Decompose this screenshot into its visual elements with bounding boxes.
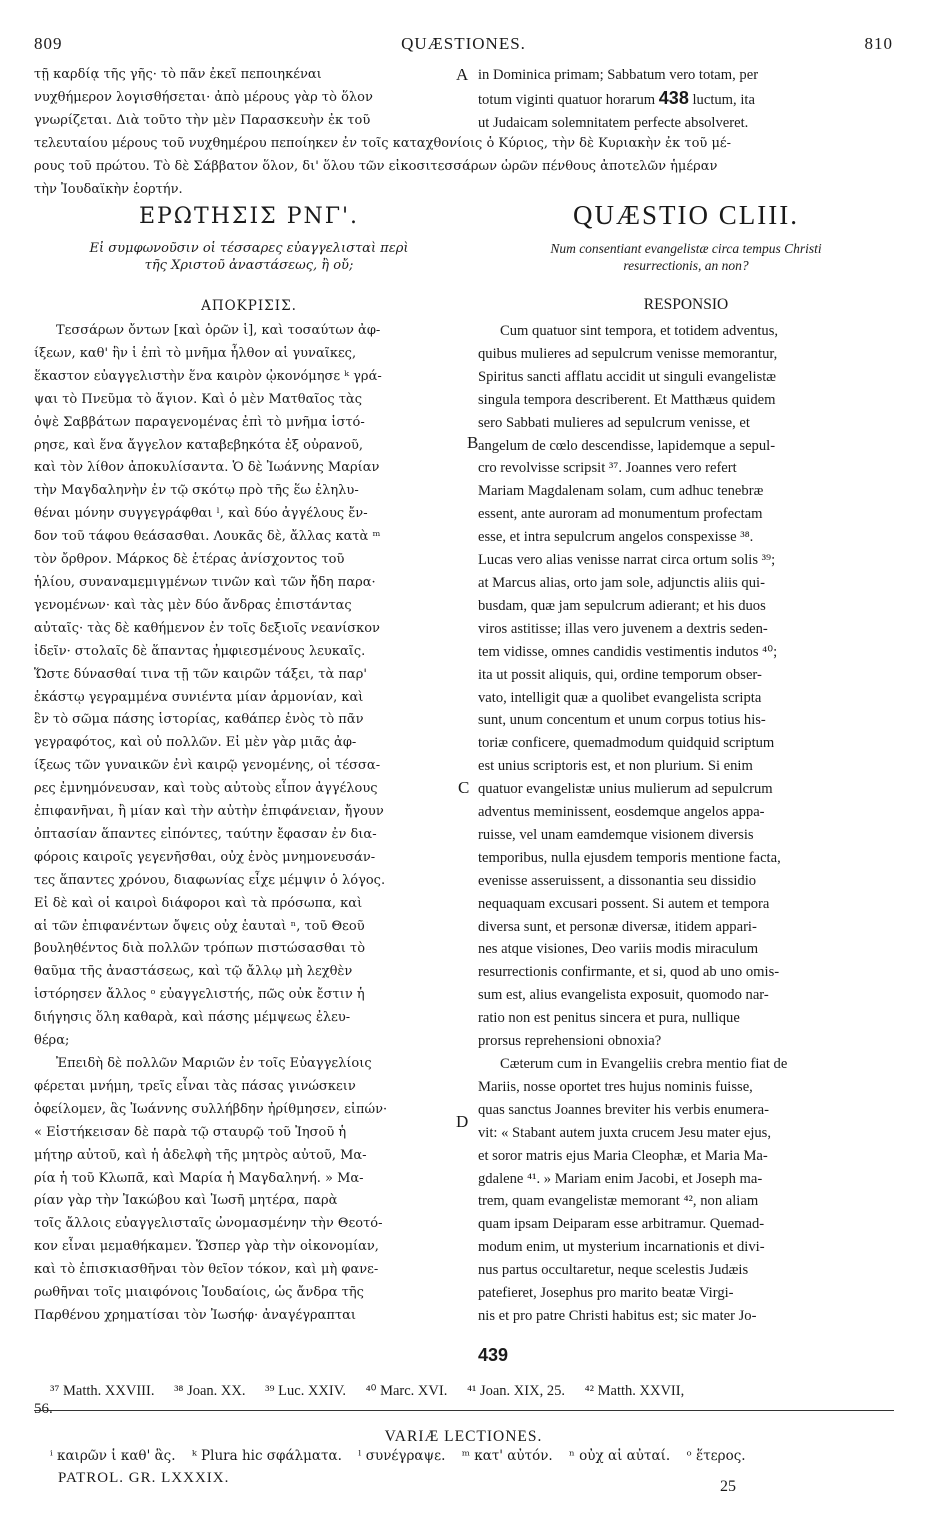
text-line: Cum quatuor sint tempora, et totidem adventus, <box>500 323 779 339</box>
text-line: nis et pro patre Christi habitus est; sic mater Jo- <box>478 1307 757 1324</box>
text-line: temporibus, nulla ejusdem temporis mentione facta, <box>478 849 781 866</box>
variae-lectiones <box>50 1448 910 1464</box>
text-line: ἕκαστον εὐαγγελιστὴν ἕνα καιρὸν ᾠκονόμησε ᵏ γρά- <box>34 368 382 384</box>
text-line: ρους τοῦ πρώτου. Τὸ δὲ Σάββατον ὅλον, δι' ὅλου τῶν εἰκοσιτεσσάρων ὡρῶν πένθους ἀποτελῶν ἡμέραν <box>34 158 718 174</box>
text-line: adventus meminissent, eosdemque angelos appa- <box>478 804 765 821</box>
text-line: vit: « Stabant autem juxta crucem Jesu mater ejus, <box>478 1124 772 1141</box>
greek-question-title: ΕΡΩΤΗΣΙΣ ΡΝΓ'. <box>138 204 360 229</box>
text-line: singula tempora describerent. Et Matthæus quidem <box>478 391 776 408</box>
text-line: τὴν Μαγδαληνὴν ἐν τῷ σκότῳ πρὸ τῆς ἕω ἐληλυ- <box>34 483 359 499</box>
right-page-number: 810 <box>864 34 893 53</box>
latin-question-title: QUÆSTIO CLIII. <box>573 200 799 230</box>
text-line: Τεσσάρων ὄντων [καὶ ὁρῶν ἱ], καὶ τοσαύτων ἀφ- <box>56 323 381 338</box>
text-line: Lucas vero alias venisse narrat circa ortum solis ³⁹; <box>478 552 776 569</box>
text-line: nequaquam excusari possent. Si autem et tempora <box>478 895 770 912</box>
text-line: ίξεως τῶν γυναικῶν ἐνὶ καιρῷ γενομένης, οἱ τέσσα- <box>34 758 381 774</box>
top-full-width-text <box>34 133 894 202</box>
text-line: θέρα; <box>34 1033 70 1049</box>
text-line: ut Judaicam solemnitatem perfecte absolveret. <box>478 114 749 131</box>
text-line: βουληθέντος διὰ πολλῶν τρόπων πιστώσασθαι τὸ <box>34 941 366 957</box>
text-line: ἑκάστῳ γεγραμμένα συνιέντα μίαν ἁρμονίαν, καὶ <box>34 689 364 705</box>
text-line: at Marcus alias, orto jam sole, adjunctis aliis qui- <box>478 574 765 591</box>
text-line: ruisse, vel unam eamdemque visionem diversis <box>478 826 754 843</box>
greek-column <box>34 320 464 1328</box>
column-number-439: 439 <box>478 1345 509 1365</box>
text-line: evenisse asseruissent, a dissonantia seu dissidio <box>478 872 757 889</box>
text-line: Εἰ δὲ καὶ οἱ καιροὶ διάφοροι καὶ τὰ πρόσωπα, καὶ <box>34 895 363 911</box>
text-line: angelum de cœlo descendisse, lapidemque a sepul- <box>478 437 776 454</box>
text-line: esse, et intra sepulcrum angelos conspexisse ³⁸. <box>478 529 754 546</box>
text-line: τὸν ὄρθρον. Μάρκος δὲ ἑτέρας ἀνίσχοντος τοῦ <box>34 552 345 568</box>
text-line: ἱστόρησεν ἄλλος ᵒ εὐαγγελιστής, πῶς οὐκ ἔστιν ἡ <box>34 987 365 1003</box>
margin-marker-c: C <box>458 778 470 797</box>
text-line: δον τοῦ τάφου θεάσασθαι. Λουκᾶς δὲ, ἄλλας κατὰ ᵐ <box>34 529 381 545</box>
variae-lectiones-heading: VARIÆ LECTIONES. <box>384 1428 543 1445</box>
text-line: κον εἶναι μεμαθήκαμεν. Ὥσπερ γὰρ τὴν οἰκονομίαν, <box>34 1239 379 1255</box>
text-line: φέρεται μνήμη, τρεῖς εἶναι τὰς πάσας γινώσκειν <box>34 1078 356 1094</box>
text-line: nes atque visiones, Deo variis modis miraculum <box>478 941 759 958</box>
text-line: θέναι μόνην συγγεγράφθαι ˡ, καὶ δύο ἀγγέλους ἔν- <box>34 506 368 522</box>
text-line: trem, quam evangelistæ memorant ⁴², non aliam <box>478 1193 759 1210</box>
text-line: καὶ τὸν λίθον ἀποκυλίσαντα. Ὁ δὲ Ἰωάννης Μαρίαν <box>34 460 380 476</box>
text-line: ρία ἡ τοῦ Κλωπᾶ, καὶ Μαρία ἡ Μαγδαληνή. » Μα- <box>34 1170 364 1186</box>
text-line: gdalene ⁴¹. » Mariam enim Jacobi, et Joseph ma- <box>478 1170 763 1187</box>
text-line: sunt, unum concentum et unum corpus totius his- <box>478 712 766 729</box>
text-line: ὀπτασίαν ἅπαντες εἰπόντες, ταύτην ἔφασαν ἐν δια- <box>34 826 377 842</box>
text-line: « Εἱστήκεισαν δὲ παρὰ τῷ σταυρῷ τοῦ Ἰησοῦ ἡ <box>34 1124 347 1140</box>
text-line: patefieret, Josephus pro marito beatæ Virgi- <box>478 1285 734 1302</box>
text-line: ratio non est penitus sincera et pura, nullique <box>478 1010 740 1027</box>
text-line: Cæterum cum in Evangeliis crebra mentio fiat de <box>500 1056 788 1072</box>
text-line: vato, intelligit quæ a quolibet evangelista scripta <box>478 689 762 706</box>
footnote: ³⁹ Luc. XXIV. <box>265 1383 346 1399</box>
text-line: tem vidisse, omnes candidis vestimentis indutos ⁴⁰; <box>478 643 778 660</box>
text-line: Mariam Magdalenam solam, cum adhuc tenebræ <box>478 483 764 500</box>
text-line: quibus mulieres ad sepulcrum venisse memorantur, <box>478 345 778 362</box>
text-line: et soror matris ejus Maria Cleophæ, et Maria Ma- <box>478 1147 768 1164</box>
text-line: sero Sabbati mulieres ad sepulcrum venisse, et <box>478 414 750 431</box>
text-line: ὀφείλομεν, ἃς Ἰωάννης συλλήβδην ἠρίθμησεν, εἰπών· <box>34 1101 388 1117</box>
footnote-continuation: 56. <box>34 1401 53 1417</box>
text-line: ρες ἐμνημόνευσαν, καὶ τοὺς αὐτοὺς εἶπον ἀγγέλους <box>34 781 378 797</box>
text-line: γνωρίζεται. Διὰ τοῦτο τὴν μὲν Παρασκευὴν ἐκ τοῦ <box>34 112 371 128</box>
text-line: est unius scriptoris est, et non plurium. Si enim <box>478 758 753 775</box>
text-line: diversa sunt, et personæ diversæ, itidem appari- <box>478 918 757 935</box>
text-line: καὶ τὸ ἐπισκιασθῆναι τὸν θεῖον τόκον, καὶ μὴ φανε- <box>34 1262 379 1278</box>
footnote: ³⁷ Matth. XXVIII. <box>50 1383 155 1399</box>
top-greek-text <box>34 64 464 133</box>
text-line: Mariis, nosse oportet tres hujus nominis fuisse, <box>478 1078 753 1095</box>
left-page-number: 809 <box>34 34 63 53</box>
variant-reading: ⁱ καιρῶν ἱ καθ' ἃς. <box>50 1448 176 1464</box>
variant-reading: ˡ συνέγραψε. <box>358 1448 446 1464</box>
variant-reading: ᵏ Plura hic σφάλματα. <box>191 1448 342 1464</box>
text-line: ψαι τὸ Πνεῦμα τὸ ἅγιον. Καὶ ὁ μὲν Ματθαῖος τὰς <box>34 391 362 407</box>
latin-response-heading: RESPONSIO <box>643 296 729 313</box>
margin-marker-a: A <box>456 65 469 84</box>
footnote: ⁴¹ Joan. XIX, 25. <box>466 1383 565 1399</box>
text-line: τοῖς ἄλλοις εὐαγγελισταῖς ὠνομασμένην τὴν Θεοτό- <box>34 1216 383 1232</box>
text-line: θαῦμα τῆς ἀναστάσεως, καὶ τῷ ἄλλῳ μὴ λεχθὲν <box>34 964 353 980</box>
text-line: ἡλίου, συναναμεμιγμένων τινῶν καὶ τῶν ἤδη παρα· <box>34 574 376 590</box>
greek-response-heading: ΑΠΟΚΡΙΣΙΣ. <box>201 298 297 314</box>
sheet-number: 25 <box>720 1478 736 1495</box>
column-number-438: 438 <box>658 87 689 108</box>
text-line: viros astitisse; illas vero juvenem a dextris seden- <box>478 620 768 637</box>
text-line: διήγησις ὅλη καθαρὰ, καὶ πάσης μέμψεως ἐλευ- <box>34 1010 351 1026</box>
text-line: modum enim, ut mysterium incarnationis et divi- <box>478 1239 765 1256</box>
text-line: γεγραφότος, καὶ οὐ πολλῶν. Εἰ μὲν γὰρ μιᾶς ἀφ- <box>34 735 357 751</box>
variant-reading: ᵒ ἕτερος. <box>686 1448 746 1464</box>
text-line: nus partus occultaretur, neque scelestis Judæis <box>478 1262 749 1279</box>
text-line: Παρθένου χρηματίσαι τὸν Ἰωσήφ· ἀναγέγραπται <box>34 1307 357 1323</box>
text-line: toriæ conficere, quemadmodum quidquid scriptum <box>478 735 775 752</box>
text-line: Ἐπειδὴ δὲ πολλῶν Μαριῶν ἐν τοῖς Εὐαγγελίοις <box>56 1056 372 1071</box>
text-line: Ὥστε δύνασθαί τινα τῇ τῶν καιρῶν τάξει, τὰ παρ' <box>34 666 367 682</box>
footnote: ⁴⁰ Marc. XVI. <box>365 1383 448 1399</box>
text-line: ρίαν γὰρ τὴν Ἰακώβου καὶ Ἰωσῆ μητέρα, παρὰ <box>34 1193 338 1209</box>
margin-marker-d: D <box>456 1112 469 1131</box>
text-line: γενομένων· καὶ τὰς μὲν δύο ἄνδρας ἐπιστάντας <box>34 597 352 613</box>
text-line: τὴν Ἰουδαϊκὴν ἑορτήν. <box>34 181 183 197</box>
latin-question-subtitle: Num consentiant evangelistæ circa tempus Christi resurrectionis, an non? <box>550 241 822 273</box>
text-line: αὐταῖς· τὰς δὲ καθήμενον ἐν τοῖς δεξιοῖς νεανίσκον <box>34 620 380 636</box>
latin-column <box>478 320 894 1328</box>
text-line: sum est, alius evangelista exposuit, quomodo nar- <box>478 987 769 1004</box>
footnotes <box>50 1383 910 1400</box>
text-line: ita ut possit aliquis, qui, ordine temporum obser- <box>478 666 762 683</box>
running-title: QUÆSTIONES. <box>401 34 526 53</box>
text-line: quam ipsam Deiparam esse arbitramur. Quemad- <box>478 1216 765 1233</box>
text-line: ἓν τὸ σῶμα πάσης ἱστορίας, καθάπερ ἑνὸς τὸ πᾶν <box>34 712 364 728</box>
text-line: τελευταίου μέρους τοῦ νυχθημέρου πεποίηκεν ἐν τοῖς καταχθονίοις ὁ Κύριος, τὴν δὲ Κυριακὴν ἐκ τοῦ μέ- <box>34 136 732 151</box>
text-line: cro revolvisse scripsit ³⁷. Joannes vero refert <box>478 460 737 477</box>
text-line: Spiritus sancti afflatu accidit ut singuli evangelistæ <box>478 368 777 385</box>
text-line: prorsus reprehensioni obnoxia? <box>478 1033 662 1050</box>
text-line: τῇ καρδίᾳ τῆς γῆς· τὸ πᾶν ἐκεῖ πεποιηκέναι <box>34 67 322 82</box>
footnote: ⁴² Matth. XXVII, <box>584 1383 685 1399</box>
text-line: φόροις καιροῖς γεγενῆσθαι, οὐχ ἑνὸς μνημονευσάν- <box>34 849 376 865</box>
text-line: totum viginti quatuor horarum 438 luctum, ita <box>478 87 755 108</box>
text-line: ὀψὲ Σαββάτων παραγενομένας ἐπὶ τὸ μνῆμα ἱστό- <box>34 414 365 430</box>
top-latin-text <box>478 64 894 135</box>
text-line: αἱ τῶν ἐπιφανέντων ὄψεις οὐχ ἑαυταὶ ⁿ, τοῦ Θεοῦ <box>34 918 365 934</box>
text-line: ρησε, καὶ ἕνα ἄγγελον καταβεβηκότα ἐξ οὐρανοῦ, <box>34 437 364 453</box>
text-line: ίξεων, καθ' ἣν ἱ ἐπὶ τὸ μνῆμα ἦλθον αἱ γυναῖκες, <box>34 345 357 361</box>
text-line: busdam, quæ jam sepulcrum adierant; et his duos <box>478 597 766 614</box>
text-line: ἐπιφανῆναι, ἢ μίαν καὶ τὴν αὐτὴν ἐπιφάνειαν, ἤγουν <box>34 804 384 820</box>
greek-question-subtitle: Εἰ συμφωνοῦσιν οἱ τέσσαρες εὐαγγελισταὶ περὶ τῆς Χριστοῦ ἀναστάσεως, ἢ οὔ; <box>89 241 409 273</box>
text-line: ρωθῆναι τοῖς μιαιφόνοις Ἰουδαίοις, ὡς ἄνδρα τῆς <box>34 1285 364 1301</box>
text-line: quas sanctus Joannes breviter his verbis enumera- <box>478 1101 769 1118</box>
text-line: τες ἅπαντες χρόνου, διαφωνίας εἶχε μέμψιν ὁ λόγος. <box>34 872 386 888</box>
text-line: resurrectionis confirmante, et si, quod ab uno omis- <box>478 964 780 981</box>
text-line: ἰδεῖν· στολαῖς δὲ ἅπαντας ἠμφιεσμένους λευκαῖς. <box>34 643 366 659</box>
divider <box>34 1410 894 1411</box>
text-line: quatuor evangelistæ unius mulierum ad sepulcrum <box>478 781 773 798</box>
text-line: essent, ante auroram ad monumentum profectam <box>478 506 763 523</box>
text-line: in Dominica primam; Sabbatum vero totam, per <box>478 67 759 83</box>
running-head <box>34 34 893 58</box>
text-line: μήτηρ αὐτοῦ, καὶ ἡ ἀδελφὴ τῆς μητρὸς αὐτοῦ, Μα- <box>34 1147 367 1163</box>
margin-marker-b: B <box>467 433 479 452</box>
footnote: ³⁸ Joan. XX. <box>174 1383 246 1399</box>
text-line: νυχθήμερον λογισθήσεται· ἀπὸ μέρους γὰρ τὸ ὅλον <box>34 89 373 105</box>
patrologia-signature: PATROL. GR. LXXXIX. <box>58 1470 230 1486</box>
variant-reading: ⁿ οὐχ αἱ αὐταί. <box>569 1448 671 1464</box>
variant-reading: ᵐ κατ' αὐτόν. <box>461 1448 553 1464</box>
